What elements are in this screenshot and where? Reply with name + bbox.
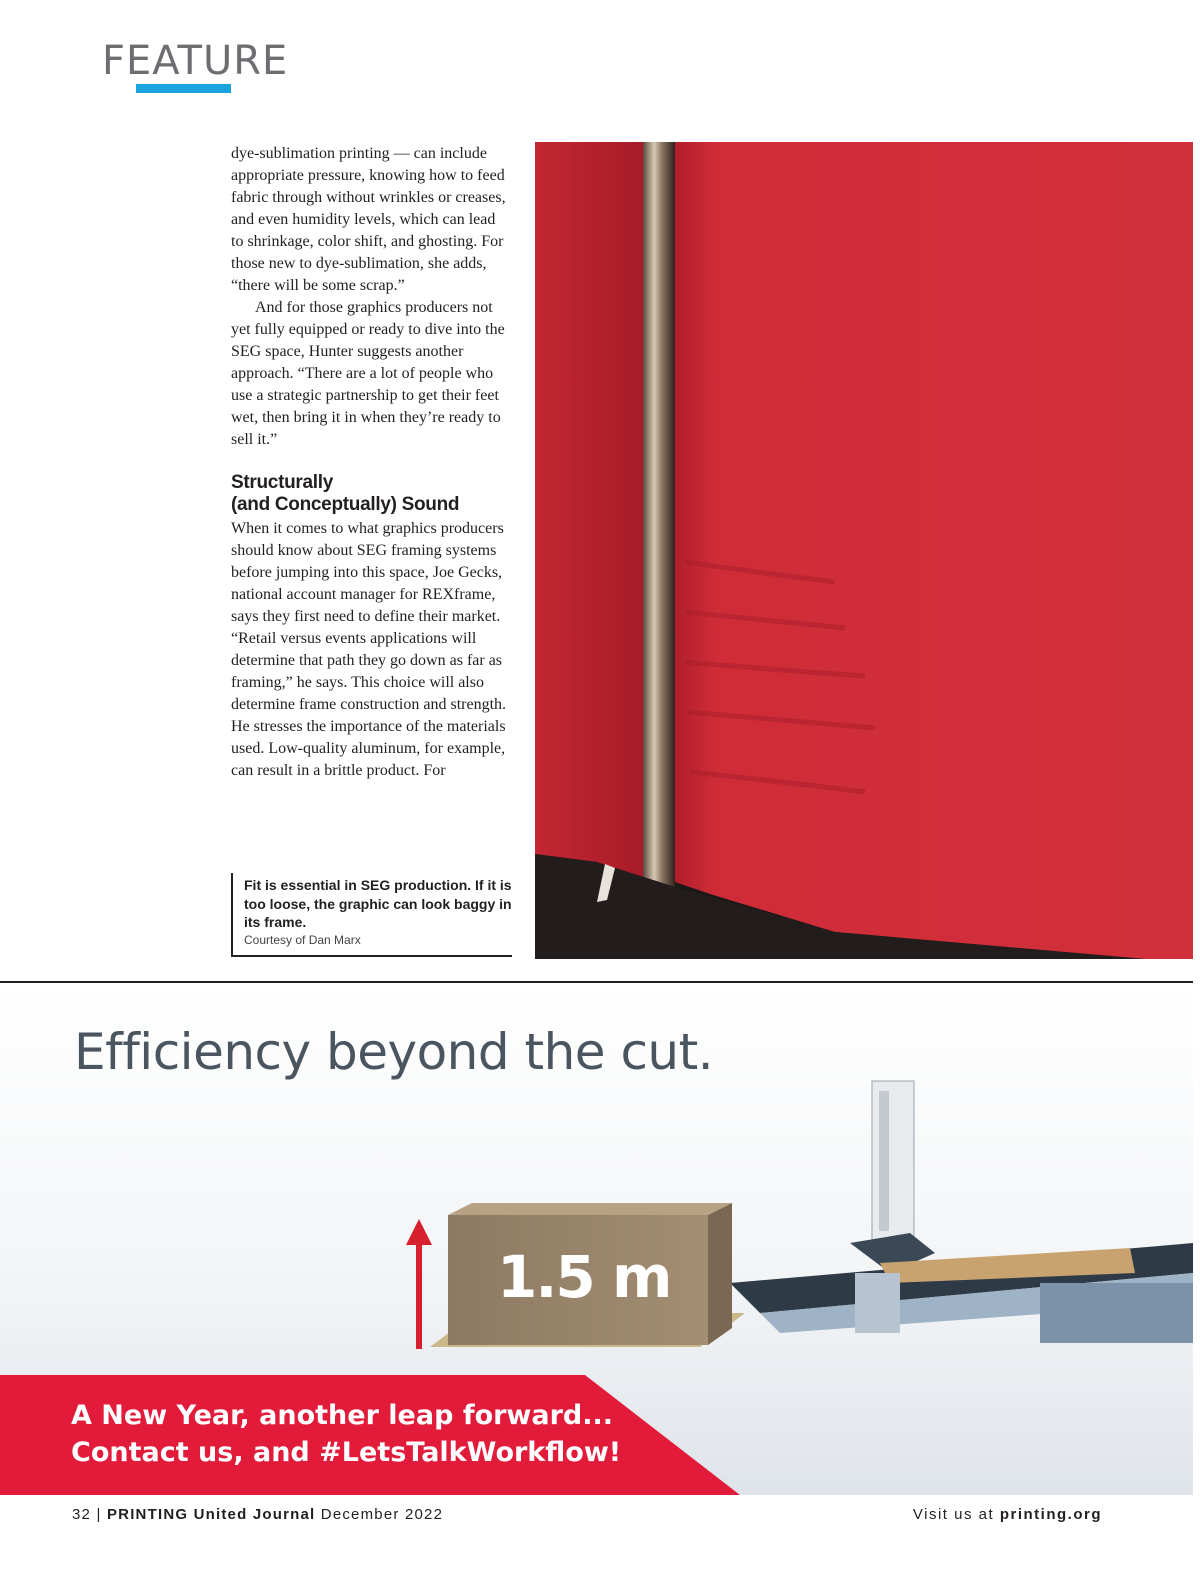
website-link[interactable]: printing.org (999, 1506, 1102, 1523)
page-folio (72, 1506, 443, 1523)
cta-line: A New Year, another leap forward... (71, 1400, 614, 1431)
article-paragraph: dye-sublimation printing — can include appropriate pressure, knowing how to feed fabric through without wrinkles or creases, and even humidity levels, which can lead to shrinkage, color shift, and ghosting. For those new to dye-sublimation, she adds, “there will be some scrap.” (231, 145, 506, 294)
subhead-line: (and Conceptually) Sound (231, 494, 460, 515)
publication-name: PRINTING United Journal (106, 1506, 316, 1523)
subhead-line: Structurally (231, 472, 333, 493)
section-underline (136, 84, 231, 93)
page-number: 32 (72, 1506, 92, 1523)
article-paragraph: And for those graphics producers not yet fully equipped or ready to dive into the SEG space, Hunter suggests another approach. “There are a lot of people who use a strategic partnership to get their feet wet, then bring it in when they’re ready to sell it.” (231, 299, 505, 448)
website-note (913, 1506, 1102, 1523)
caption-text: Fit is essential in SEG production. If it is too loose, the graphic can look baggy in its frame. (244, 877, 512, 930)
advertisement (0, 983, 1193, 1495)
article-paragraph: When it comes to what graphics producers should know about SEG framing systems before jumping into this space, Joe Gecks, national account manager for REXframe, says they first need to define their market. “Retail versus events applications will determine that path they go down as far as framing,” he says. This choice will also determine frame construction and strength. He stresses the importance of the materials used. Low-quality aluminum, for example, can result in a brittle product. For (231, 520, 507, 779)
seg-frame-photo (535, 142, 1193, 959)
cta-line: Contact us, and #LetsTalkWorkflow! (71, 1437, 622, 1468)
issue-date: December 2022 (320, 1506, 444, 1523)
photo-caption (231, 873, 512, 957)
section-label: FEATURE (102, 38, 289, 84)
article-column (231, 143, 511, 782)
ad-call-to-action (71, 1397, 621, 1471)
article-subhead (231, 472, 511, 516)
caption-credit: Courtesy of Dan Marx (244, 932, 361, 947)
folio-separator: | (96, 1506, 102, 1523)
visit-prefix: Visit us at (912, 1506, 995, 1523)
height-label: 1.5 m (497, 1243, 671, 1311)
ad-headline: Efficiency beyond the cut. (74, 1023, 714, 1081)
